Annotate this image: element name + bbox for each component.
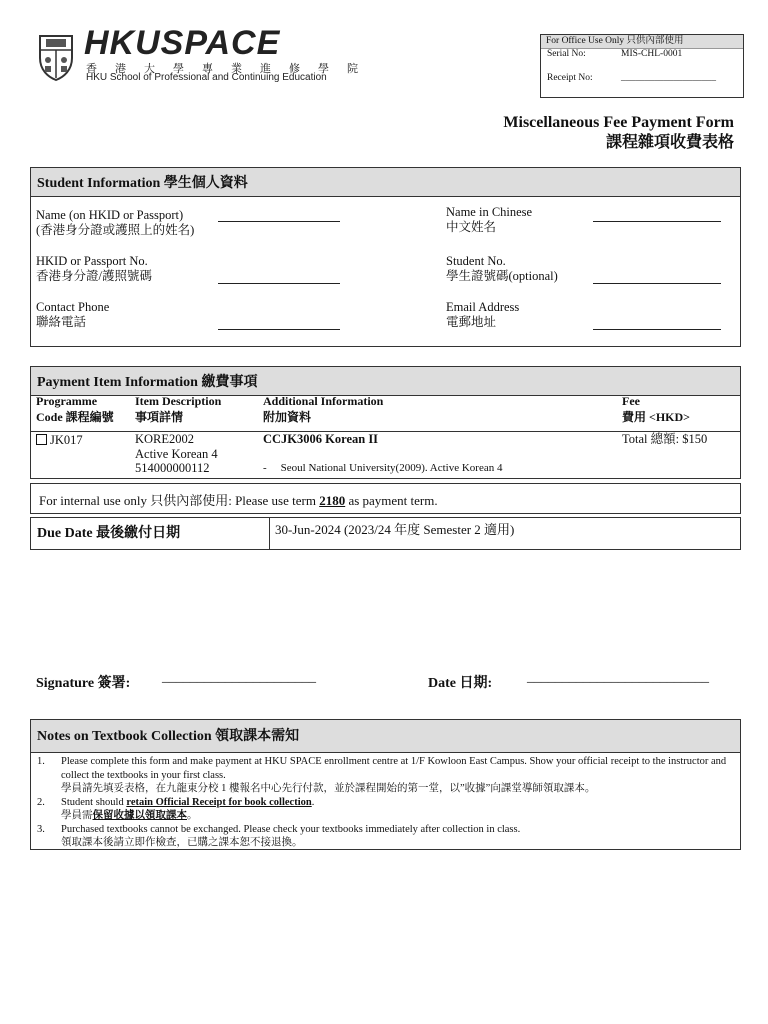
col-programme-code: Programme Code 課程編號 — [36, 394, 114, 424]
due-date-label-cell — [31, 518, 270, 549]
due-date-label: Due Date 最後繳付日期 — [37, 526, 181, 541]
internal-use-box — [30, 483, 741, 514]
student-no-field[interactable] — [593, 283, 721, 284]
notes-list — [31, 753, 740, 850]
email-label: Email Address 電郵地址 — [446, 300, 520, 329]
col-additional-info: Additional Information 附加資料 — [263, 394, 384, 424]
table-row-code: JK017 — [36, 433, 83, 448]
table-row-info-detail: - Seoul National University(2009). Active Korean 4 — [263, 462, 503, 474]
student-info-section — [30, 167, 741, 347]
col-fee: Fee 費用 <HKD> — [622, 394, 691, 424]
form-title-en: Miscellaneous Fee Payment Form — [503, 114, 734, 131]
email-field[interactable] — [593, 329, 721, 330]
hkid-label: HKID or Passport No. 香港身分證/護照號碼 — [36, 254, 152, 283]
office-use-title: For Office Use Only 只供內部使用 — [541, 35, 743, 49]
table-row-description: KORE2002 Active Korean 4 514000000112 — [135, 432, 218, 475]
payment-term: 2180 — [319, 493, 346, 508]
payment-info-heading: Payment Item Information 繳費事項 — [31, 367, 740, 396]
form-title-cn: 課程雜項收費表格 — [605, 134, 734, 151]
brand-english-name: HKU School of Professional and Continuing Education — [86, 72, 327, 83]
university-crest-icon — [36, 32, 76, 82]
name-en-label: Name (on HKID or Passport) (香港身分證或護照上的姓名) — [36, 208, 195, 237]
name-en-field[interactable] — [218, 221, 340, 222]
name-cn-label: Name in Chinese 中文姓名 — [446, 205, 533, 234]
brand-chinese-name: 香港大學專業進修學院 — [86, 63, 376, 75]
receipt-label: Receipt No: — [547, 73, 593, 83]
signature-label: Signature 簽署: — [36, 676, 131, 691]
internal-use-pre: For internal use only 只供內部使用: Please use term — [39, 493, 320, 508]
col-item-description: Item Description 事項詳情 — [135, 394, 222, 424]
student-no-label: Student No. 學生證號碼(optional) — [446, 254, 558, 283]
receipt-value: ____________________ — [621, 73, 716, 83]
hkid-field[interactable] — [218, 283, 340, 284]
notes-section — [30, 719, 741, 850]
brand-wordmark: HKUSPACE — [84, 24, 281, 62]
phone-label: Contact Phone 聯絡電話 — [36, 300, 110, 329]
table-row-fee: Total 總額: $150 — [622, 432, 708, 446]
list-item: 1. Please complete this form and make payment at HKU SPACE enrollment centre at 1/F Kowloon East Campus. Show your official receipt to the instructor and collect the textbooks in your first class. 學員請先填妥表格，在九龍東分校 1 樓報名中心先行付款，並於課程開始的第一堂，以”收據”向課堂導師領取課本。 — [37, 756, 727, 794]
list-item: 3. Purchased textbooks cannot be exchanged. Please check your textbooks immediately after collection in class. 領取課本後請立即作檢查，已購之課本恕不接退換。 — [37, 823, 521, 848]
date-label: Date 日期: — [428, 676, 493, 691]
table-row-info-title: CCJK3006 Korean II — [263, 432, 379, 446]
internal-use-post: as payment term. — [345, 493, 438, 508]
date-field[interactable]: __________________________ — [527, 670, 709, 685]
list-item: 2. Student should retain Official Receipt for book collection. 學員需保留收據以領取課本。 — [37, 796, 315, 821]
signature-field[interactable]: ______________________ — [162, 670, 316, 685]
serial-label: Serial No: — [547, 49, 586, 59]
hkuspace-logo — [36, 24, 376, 86]
serial-value: MIS-CHL-0001 — [621, 49, 683, 59]
due-date-box — [30, 517, 741, 550]
checkbox[interactable] — [36, 434, 47, 445]
student-info-heading: Student Information 學生個人資料 — [31, 168, 740, 197]
due-date-value: 30-Jun-2024 (2023/24 年度 Semester 2 適用) — [275, 522, 515, 537]
payment-info-section — [30, 366, 741, 479]
form-title — [503, 113, 734, 153]
name-cn-field[interactable] — [593, 221, 721, 222]
notes-heading: Notes on Textbook Collection 領取課本需知 — [31, 720, 740, 753]
office-use-box — [540, 34, 744, 98]
phone-field[interactable] — [218, 329, 340, 330]
